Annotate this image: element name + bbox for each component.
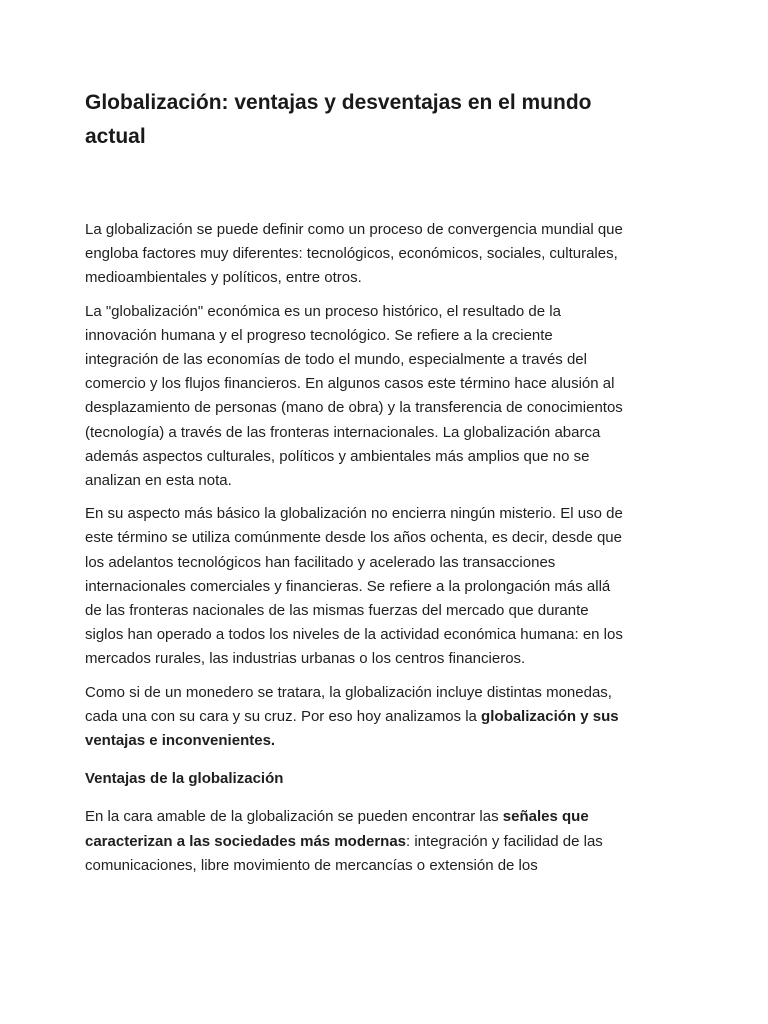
ventajas-bold: señales que caracterizan a las sociedades más modernas <box>85 808 589 850</box>
document-body <box>85 218 630 878</box>
paragraph-coin-metaphor <box>85 681 630 754</box>
ventajas-text-start: En la cara amable de la globalización se pueden encontrar las <box>85 808 503 826</box>
coin-metaphor-text: Como si de un monedero se tratara, la globalización incluye distintas monedas, cada una con su cara y su cruz. Por eso hoy analizamos la <box>85 683 612 725</box>
document-title: Globalización: ventajas y desventajas en el mundo actual <box>85 91 592 148</box>
paragraph-ventajas <box>85 805 630 878</box>
paragraph-economic-globalization: La "globalización" económica es un proceso histórico, el resultado de la innovación humana y el progreso tecnológico. Se refiere a la creciente integración de las economías de todo el mundo, especialmente a través del comercio y los flujos financieros. En algunos casos este término hace alusión al desplazamiento de personas (mano de obra) y la transferencia de conocimientos (tecnología) a través de las fronteras internacionales. La globalización abarca además aspectos culturales, políticos y ambientales más amplios que no se analizan en esta nota. <box>85 302 623 490</box>
ventajas-text-end: : integración y facilidad de las comunicaciones, libre movimiento de mercancías o extensión de los <box>85 832 603 874</box>
paragraph-definition: La globalización se puede definir como un proceso de convergencia mundial que engloba factores muy diferentes: tecnológicos, económicos, sociales, culturales, medioambientales y políticos, entre otros. <box>85 221 623 287</box>
coin-metaphor-bold: globalización y sus ventajas e inconvenientes. <box>85 707 619 750</box>
paragraph-basic-aspect: En su aspecto más básico la globalización no encierra ningún misterio. El uso de este término se utiliza comúnmente desde los años ochenta, es decir, desde que los adelantos tecnológicos han facilitado y acelerado las transacciones internacionales comerciales y financieras. Se refiere a la prolongación más allá de las fronteras nacionales de las mismas fuerzas del mercado que durante siglos han operado a todos los niveles de la actividad económica humana: en los mercados rurales, las industrias urbanas o los centros financieros. <box>85 505 623 668</box>
document-page <box>85 86 630 887</box>
heading-ventajas: Ventajas de la globalización <box>85 770 284 788</box>
